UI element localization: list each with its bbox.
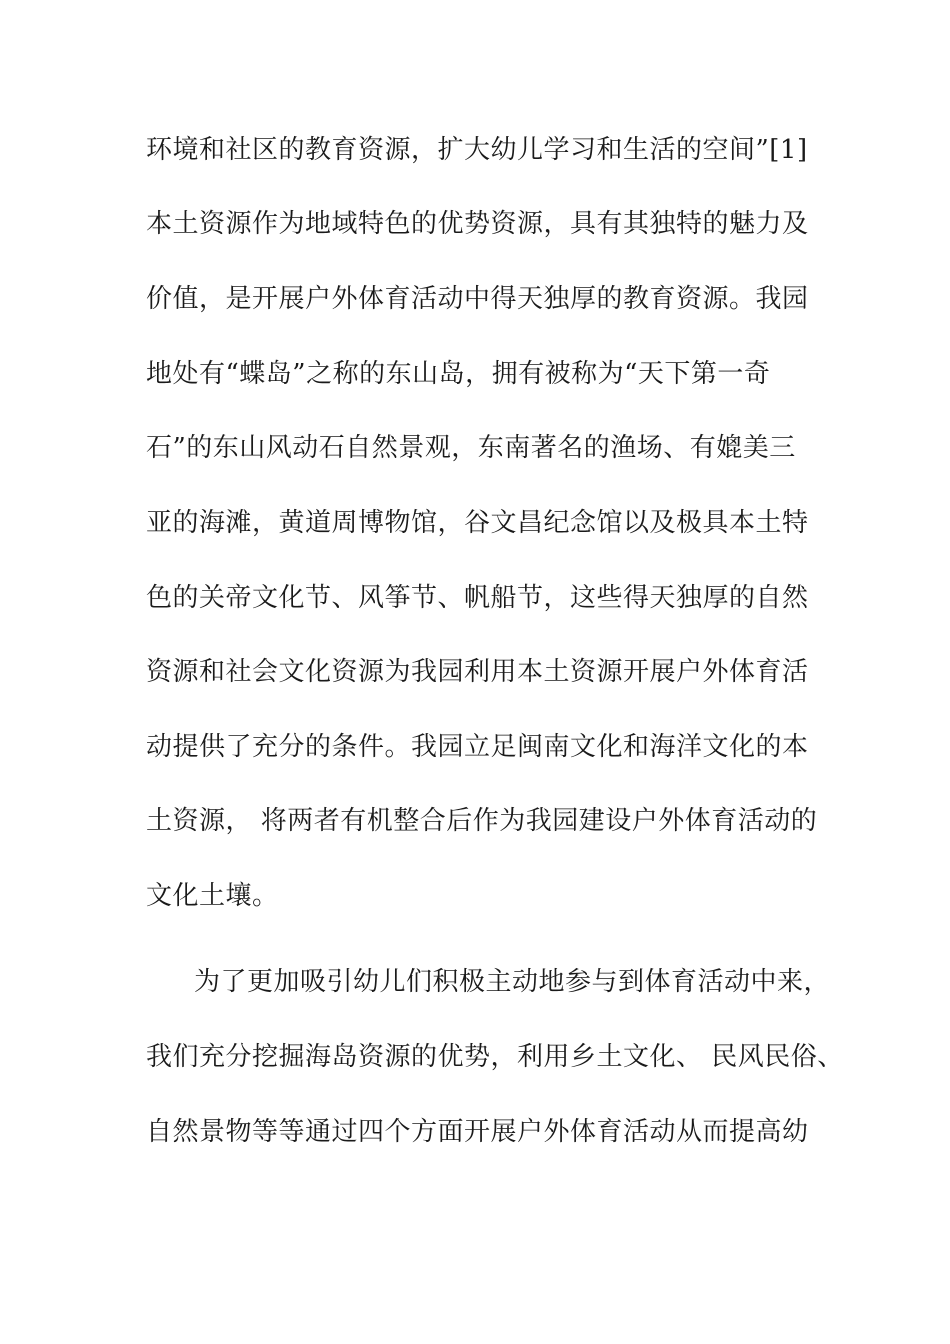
text-line: 我们充分挖掘海岛资源的优势，利用乡土文化、 民风民俗、 <box>146 1042 844 1072</box>
text-line: 色的关帝文化节、风筝节、帆船节，这些得天独厚的自然 <box>146 583 809 613</box>
text-line: 亚的海滩，黄道周博物馆，谷文昌纪念馆以及极具本土特 <box>146 508 809 538</box>
text-line: 环境和社区的教育资源，扩大幼儿学习和生活的空间”[1] <box>146 135 808 165</box>
text-line: 资源和社会文化资源为我园利用本土资源开展户外体育活 <box>146 657 809 687</box>
text-line: 石”的东山风动石自然景观，东南著名的渔场、有媲美三 <box>146 433 796 463</box>
text-line: 本土资源作为地域特色的优势资源，具有其独特的魅力及 <box>146 209 809 239</box>
text-line: 土资源， 将两者有机整合后作为我园建设户外体育活动的 <box>146 806 818 836</box>
paragraph-first-line: 为了更加吸引幼儿们积极主动地参与到体育活动中来， <box>194 967 831 997</box>
text-line: 地处有“蝶岛”之称的东山岛，拥有被称为“天下第一奇 <box>146 359 771 389</box>
text-line: 文化土壤。 <box>146 881 279 911</box>
text-line: 自然景物等等通过四个方面开展户外体育活动从而提高幼 <box>146 1117 809 1147</box>
text-line: 价值，是开展户外体育活动中得天独厚的教育资源。我园 <box>146 284 809 314</box>
text-line: 动提供了充分的条件。我园立足闽南文化和海洋文化的本 <box>146 732 809 762</box>
